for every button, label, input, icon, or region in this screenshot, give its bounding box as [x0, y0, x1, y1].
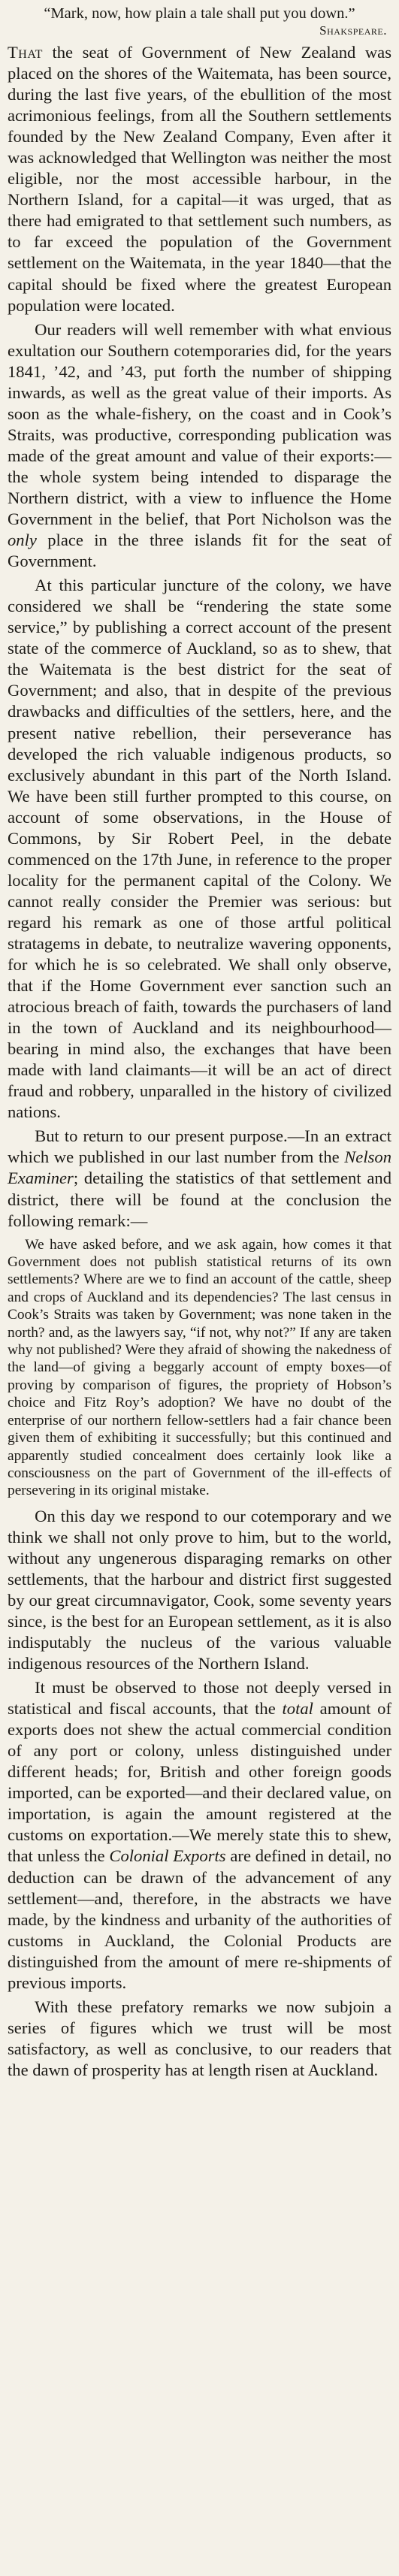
paragraph-text: With these prefatory remarks we now subjoin a series of figures which we trust will be most satisfactory, as well as conclusive, to our readers that the dawn of prosperity has at length risen at Auckland. — [8, 1997, 391, 2079]
paragraph-4 — [8, 1126, 391, 1231]
paragraph-text-middle: amount of exports does not shew the actual commercial condition of any port or colony, unless distinguished under different heads; for, British and other foreign goods imported, can be exported—and their declared value, on importation, is again the amount registered at the customs on exportation.—We merely state this to shew, that unless the — [8, 1699, 392, 1866]
paragraph-8 — [8, 1997, 391, 2081]
attribution-text: Shakspeare. — [319, 23, 387, 38]
paragraph-3 — [8, 575, 391, 1123]
paragraph-text-tail: place in the three islands fit for the seat of Government. — [8, 531, 391, 571]
epigraph-attribution — [8, 23, 387, 39]
paragraph-1 — [8, 42, 391, 316]
emphasis-text: only — [8, 531, 37, 550]
paragraph-text-tail: are defined in detail, no deduction can be drawn of the advancement of any settlement—and, therefore, in the abstracts we have made, by the kindness and urbanity of the authorities of customs in Auckland, the Colonial Products are distinguished from the amount of mere re-shipments of previous imports. — [8, 1846, 391, 1992]
paragraph-text: But to return to our present purpose.—In an extract which we published in our last number from the — [8, 1126, 391, 1167]
paragraph-text: At this particular juncture of the colony, we have considered we shall be “rendering the state some service,” by publishing a correct account of the present state of the commerce of Auckland, so as to shew, that the Waitemata is the best district for the seat of Government; and also, that in despite of the previous drawbacks and difficulties of the settlers, here, and the present native rebellion, their perseverance has developed the rich valuable indigenous products, so exclusively abundant in this part of the North Island. We have been still further prompted to this course, on account of some observations, in the House of Commons, by Sir Robert Peel, in the debate commenced on the 17th June, in reference to the proper locality for the permanent capital of the Colony. We cannot really consider the Premier was serious: but regard his remark as one of those artful political stratagems in debate, to neutralize wavering opponents, for which he is so celebrated. We shall only observe, that if the Home Government ever sanction such an atrocious breach of faith, towards the purchasers of land in the town of Auckland and its neighbourhood—bearing in mind also, the exchanges that have been made with land claimants—it will be an act of direct fraud and robbery, unparalled in the history of civilized nations. — [8, 576, 391, 1122]
paragraph-text: the seat of Government of New Zealand was placed on the shores of the Waitemata, has been source, during the last five years, of the ebullition of the most acrimonious feelings, from all the Southern settlements founded by the New Zealand Company, Even after it was acknowledged that Wellington was neither the most eligible, nor the most accessible harbour, in the Northern Island, for a capital—it was urged, that as there had emigrated to that settlement such numbers, as to far exceed the population of the Government settlement on the Waitemata, in the year 1840—that the capital should be fixed where the greatest European population were located. — [8, 43, 391, 315]
paragraph-7 — [8, 1677, 391, 1994]
paragraph-text: On this day we respond to our cotemporary and we think we shall not only prove to him, but to the world, without any ungenerous disparaging remarks on other settlements, that the harbour and district first suggested by our great circumnavigator, Cook, some seventy years since, is the best for an European settlement, as it is also indisputably the nucleus of the various valuable indigenous resources of the Northern Island. — [8, 1506, 391, 1673]
quoted-extract-text: We have asked before, and we ask again, how comes it that Government does not publish statistical returns of its own settlements? Where are we to find an account of the cattle, sheep and crops of Auckland and its dependencies? The last census in Cook’s Straits was taken by Government; was none taken in the north? and, as the lawyers say, “if not, why not?” If any are taken why not published? Were they afraid of showing the nakedness of the land—of giving a beggarly account of empty boxes—of proving by comparison of figures, the propriety of Hobson’s choice and Fitz Roy’s adoption? We have no doubt of the enterprise of our northern fellow-settlers had a fair chance been given them of exhibiting it successfully; but this continued and apparently studied concealment does certainly look like a consciousness on the part of Government of the ill-effects of persevering in its original mistake. — [8, 1236, 391, 1499]
paragraph-text-tail: ; detailing the statistics of that settlement and district, there will be found at the conclusion the following remark:— — [8, 1169, 391, 1230]
paragraph-lead-word: That — [8, 43, 43, 62]
emphasis-text-2: Colonial Exports — [109, 1846, 226, 1866]
quoted-extract — [8, 1236, 391, 1500]
epigraph-quote: “Mark, now, how plain a tale shall put you down.” — [44, 5, 355, 22]
paragraph-6 — [8, 1506, 391, 1674]
paragraph-2 — [8, 319, 391, 573]
newspaper-title: Nelson Examiner — [8, 1147, 391, 1188]
paragraph-text: It must be observed to those not deeply versed in statistical and fiscal accounts, that the — [8, 1678, 391, 1719]
emphasis-text: total — [282, 1699, 313, 1719]
paragraph-text: Our readers will well remember with what envious exultation our Southern cotemporaries did, for the years 1841, ’42, and ’43, put forth the number of shipping inwards, as well as the great value of their imports. As soon as the whale-fishery, on the coast and in Cook’s Straits, was productive, corresponding publication was made of the great amount and value of their exports:—the whole system being intended to disparage the Northern district, with a view to influence the Home Government in the belief, that Port Nicholson was the — [8, 319, 391, 529]
